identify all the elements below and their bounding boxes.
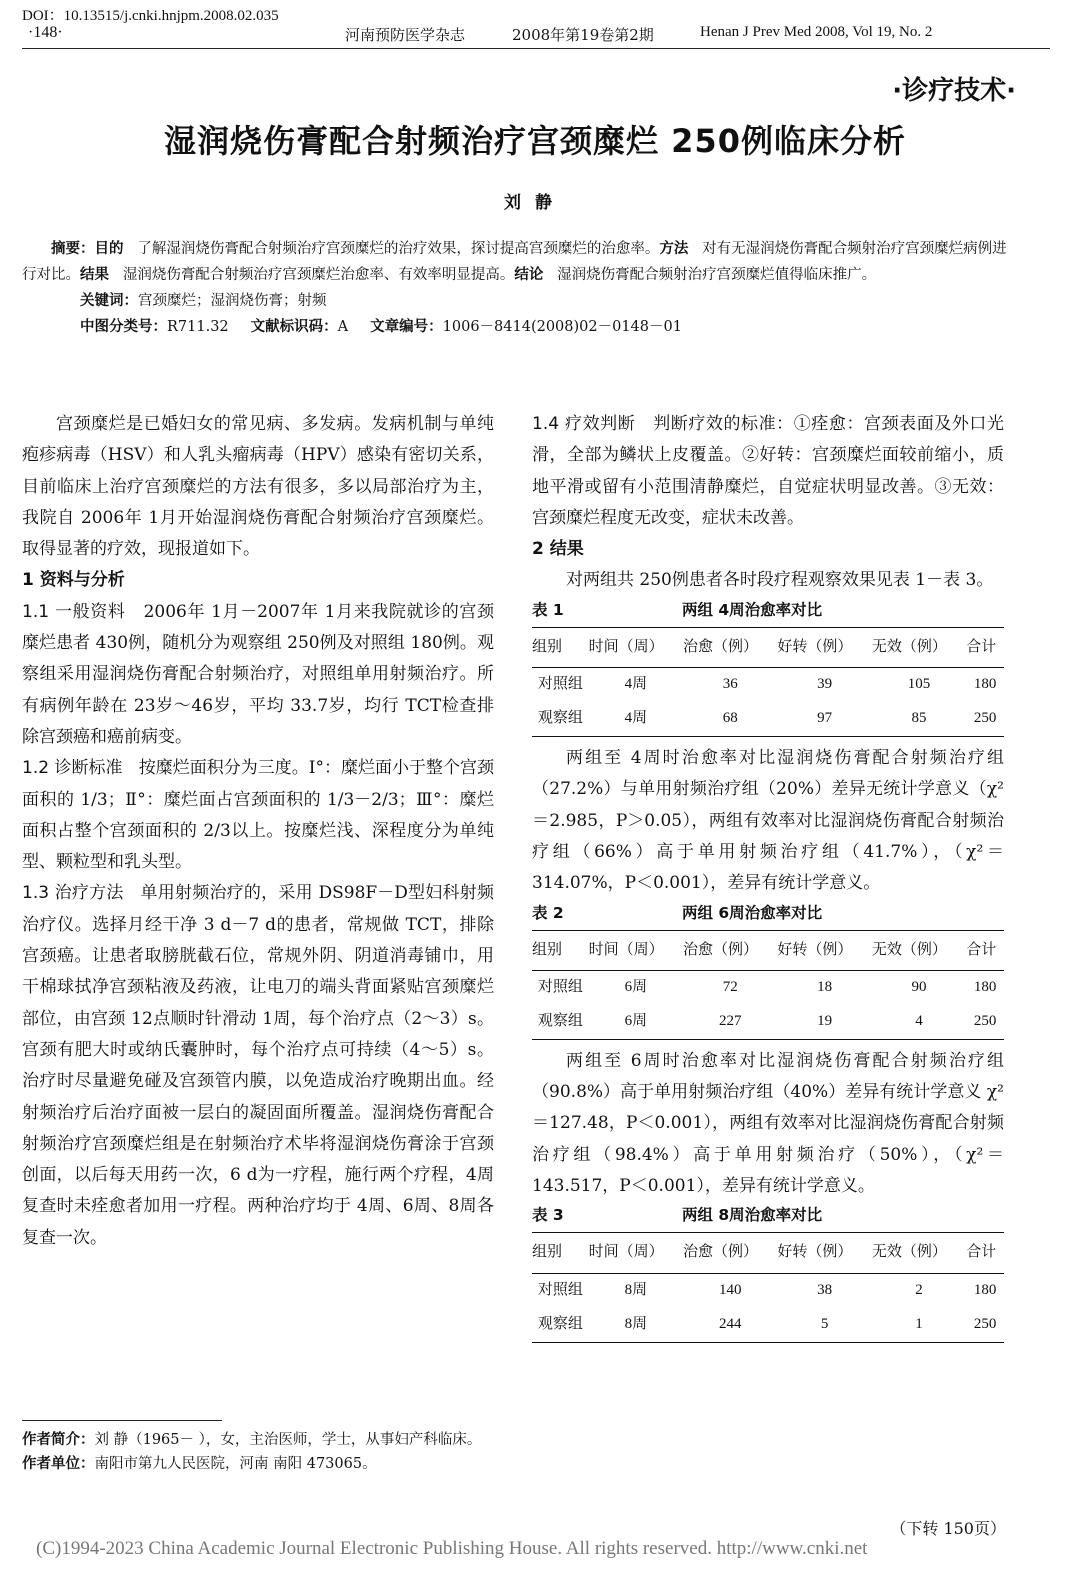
author-bio-label: 作者简介： <box>22 1432 95 1448</box>
table-cell: 250 <box>966 1005 1004 1040</box>
table-cell: 90 <box>911 979 927 996</box>
article-id-value: 1006－8414(2008)02－0148－01 <box>442 319 682 335</box>
table-cell: 38 <box>817 1281 833 1298</box>
table-2-title: 两组 6周治愈率对比 <box>682 903 823 922</box>
table-cell: 对照组 <box>537 1281 583 1298</box>
abstract-paragraph <box>22 236 1012 288</box>
journal-issue: 2008年第19卷第2期 <box>512 26 654 44</box>
table-1-number: 表 1 <box>532 600 564 619</box>
table-cell: 85 <box>872 702 966 737</box>
table-cell: 2 <box>915 1281 923 1298</box>
table-header-cell: 时间（周） <box>589 930 683 970</box>
section-1-3 <box>22 878 494 1254</box>
table-cell: 6周 <box>624 979 648 996</box>
affiliation-label: 作者单位： <box>22 1456 95 1472</box>
table-cell: 4周 <box>589 702 683 737</box>
subheading-1-3: 1.3 治疗方法 <box>22 883 124 904</box>
table-cell: 36 <box>722 676 738 693</box>
footnotes <box>22 1428 502 1476</box>
table-row <box>532 668 1004 703</box>
conclusion-label: 结论 <box>514 267 544 283</box>
table-row <box>532 702 1004 737</box>
table-cell: 观察组 <box>532 1005 589 1040</box>
table-header-cell: 合计 <box>966 930 1004 970</box>
section-tag: ·诊疗技术· <box>892 76 1016 106</box>
footnote-rule <box>22 1420 222 1421</box>
table-cell: 5 <box>777 1308 871 1343</box>
table-header-cell: 无效（例） <box>872 1233 966 1273</box>
table-header-cell: 组别 <box>532 1233 589 1273</box>
table-header-cell: 合计 <box>966 627 1004 667</box>
article-id-label: 文章编号： <box>370 319 443 335</box>
table-1-caption <box>532 597 1004 623</box>
table-cell: 4周 <box>624 676 648 693</box>
doc-code-label: 文献标识码： <box>250 319 338 335</box>
subheading-1-4: 1.4 疗效判断 <box>532 414 636 434</box>
objective-label: 目的 <box>94 241 124 257</box>
table-1 <box>532 627 1004 737</box>
doc-code-value: A <box>337 319 349 335</box>
table-header-cell: 治愈（例） <box>683 627 777 667</box>
table-2 <box>532 930 1004 1040</box>
classification-line <box>22 314 1012 340</box>
table-cell: 250 <box>966 1308 1004 1343</box>
table-cell: 227 <box>683 1005 777 1040</box>
table-header-cell: 治愈（例） <box>683 930 777 970</box>
table-cell: 140 <box>718 1281 742 1298</box>
table-3-caption <box>532 1202 1004 1228</box>
table-cell: 4 <box>872 1005 966 1040</box>
section-1-4-text: 判断疗效的标准：①痊愈：宫颈表面及外口光滑，全部为鳞状上皮覆盖。②好转：宫颈糜烂面较前缩小，质地平滑或留有小范围清静糜烂，自觉症状明显改善。③无效：宫颈糜烂程度无改变，症状未改善。 <box>532 414 1004 528</box>
table-2-discussion: 两组至 6周时治愈率对比湿润烧伤膏配合射频治疗组（90.8%）高于单用射频治疗组（40%）差异有统计学意义 χ²＝127.48，P＜0.001），两组有效率对比湿润烧伤膏配合射频治疗组（98.4%）高于单用射频治疗（50%），（χ²＝143.517，P＜0.001），差异有统计学意义。 <box>532 1050 1004 1197</box>
keywords-line <box>22 288 1012 314</box>
results-text: 湿润烧伤膏配合射频治疗宫颈糜烂治愈率、有效率明显提高。 <box>122 267 515 283</box>
journal-name-en: Henan J Prev Med 2008, Vol 19, No. 2 <box>700 24 933 40</box>
table-cell: 72 <box>722 979 738 996</box>
clc-value: R711.32 <box>167 319 229 335</box>
table-cell: 105 <box>907 676 931 693</box>
table-cell: 68 <box>683 702 777 737</box>
page-number: ·148· <box>28 24 63 41</box>
section-1-3-text: 单用射频治疗的，采用 DS98F－D型妇科射频治疗仪。选择月经干净 3 d－7 d的患者，常规做 TCT，排除宫颈癌。让患者取膀胱截石位，常规外阴、阴道消毒铺巾，用干棉球拭净宫颈粘液及药液，让电刀的端头背面紧贴宫颈糜烂部位，由宫颈 12点顺时针滑动 1周，每个治疗点（2～3）s。宫颈有肥大时或纳氏囊肿时，每个治疗点可持续（4～5）s。治疗时尽量避免碰及宫颈管内膜，以免造成治疗晚期出血。经射频治疗后治疗面被一层白的凝固面所覆盖。湿润烧伤膏配合射频治疗宫颈糜烂组是在射频治疗术毕将湿润烧伤膏涂于宫颈创面，以后每天用药一次，6 d为一疗程，施行两个疗程，4周复查时未痊愈者加用一疗程。两种治疗均于 4周、6周、8周各复查一次。 <box>22 883 494 1248</box>
subheading-1-1: 1.1 一般资料 <box>22 601 126 622</box>
section-1-1-text: 2006年 1月－2007年 1月来我院就诊的宫颈糜烂患者 430例，随机分为观察组 250例及对照组 180例。观察组采用湿润烧伤膏配合射频治疗，对照组单用射频治疗。所有病例年龄在 23岁～46岁，平均 33.7岁，均行 TCT检查排除宫颈癌和癌前病变。 <box>22 601 494 747</box>
table-cell: 180 <box>973 979 997 996</box>
table-header-cell: 无效（例） <box>872 930 966 970</box>
methods-label: 方法 <box>659 241 689 257</box>
table-cell: 1 <box>872 1308 966 1343</box>
table-3-title: 两组 8周治愈率对比 <box>682 1206 823 1225</box>
table-cell: 180 <box>973 676 997 693</box>
abstract-block <box>22 236 1012 340</box>
table-1-title: 两组 4周治愈率对比 <box>682 600 823 619</box>
conclusion-text: 湿润烧伤膏配合频射治疗宫颈糜烂值得临床推广。 <box>557 267 877 283</box>
continued-note: （下转 150页） <box>890 1519 1006 1538</box>
table-2-caption <box>532 900 1004 926</box>
table-cell: 180 <box>973 1281 997 1298</box>
abstract-label: 摘要： <box>51 241 95 257</box>
article-title: 湿润烧伤膏配合射频治疗宫颈糜烂 250例临床分析 <box>164 122 906 160</box>
section-1-2 <box>22 753 494 878</box>
author-bio <box>22 1428 502 1452</box>
author-affiliation <box>22 1452 502 1476</box>
right-column <box>532 409 1004 1349</box>
table-cell: 对照组 <box>537 676 583 693</box>
results-label: 结果 <box>80 267 109 283</box>
table-header-cell: 时间（周） <box>589 1233 683 1273</box>
table-header-cell: 时间（周） <box>589 627 683 667</box>
table-cell: 97 <box>777 702 871 737</box>
article-author: 刘静 <box>504 193 566 213</box>
affiliation-text: 南阳市第九人民医院，河南 南阳 473065。 <box>94 1456 377 1472</box>
subheading-1-2: 1.2 诊断标准 <box>22 758 123 779</box>
objective-text: 了解湿润烧伤膏配合射频治疗宫颈糜烂的治疗效果，探讨提高宫颈糜烂的治愈率。 <box>137 241 660 257</box>
table-cell: 18 <box>817 979 833 996</box>
results-intro: 对两组共 250例患者各时段疗程观察效果见表 1－表 3。 <box>566 570 994 591</box>
table-header-cell: 合计 <box>966 1233 1004 1273</box>
section-1-4 <box>532 409 1004 534</box>
table-header-cell: 好转（例） <box>777 627 871 667</box>
keywords-label: 关键词： <box>80 293 138 309</box>
doi-line: DOI：10.13515/j.cnki.hnjpm.2008.02.035 <box>22 8 279 24</box>
section-1-1 <box>22 597 494 753</box>
copyright-watermark: (C)1994-2023 China Academic Journal Electronic Publishing House. All rights reserved. http://www.cnki.net <box>36 1538 868 1559</box>
header-rule <box>22 48 1050 49</box>
table-cell: 250 <box>966 702 1004 737</box>
author-bio-text: 刘 静（1965－ ），女，主治医师，学士，从事妇产科临床。 <box>94 1432 482 1448</box>
table-row <box>532 1005 1004 1040</box>
table-header-cell: 组别 <box>532 930 589 970</box>
table-cell: 8周 <box>589 1308 683 1343</box>
table-cell: 244 <box>683 1308 777 1343</box>
table-cell: 19 <box>777 1005 871 1040</box>
left-column <box>22 409 494 1254</box>
table-3 <box>532 1232 1004 1342</box>
table-cell: 39 <box>817 676 833 693</box>
journal-name-cn: 河南预防医学杂志 <box>345 26 466 44</box>
table-header-cell: 无效（例） <box>872 627 966 667</box>
intro-paragraph: 宫颈糜烂是已婚妇女的常见病、多发病。发病机制与单纯疱疹病毒（HSV）和人乳头瘤病毒（HPV）感染有密切关系，目前临床上治疗宫颈糜烂的方法有很多，多以局部治疗为主，我院自 2006年 1月开始湿润烧伤膏配合射频治疗宫颈糜烂。取得显著的疗效，现报道如下。 <box>22 414 494 560</box>
table-cell: 观察组 <box>532 1308 589 1343</box>
table-3-number: 表 3 <box>532 1206 564 1225</box>
section-1-2-text: 按糜烂面积分为三度。Ⅰ°：糜烂面小于整个宫颈面积的 1/3；Ⅱ°：糜烂面占宫颈面积的 1/3－2/3；Ⅲ°：糜烂面积占整个宫颈面积的 2/3以上。按糜烂浅、深程度分为单纯型、颗粒型和乳头型。 <box>22 758 494 873</box>
keywords-text: 宫颈糜烂；湿润烧伤膏；射频 <box>138 293 327 309</box>
table-1-discussion: 两组至 4周时治愈率对比湿润烧伤膏配合射频治疗组（27.2%）与单用射频治疗组（20%）差异无统计学意义（χ²＝2.985，P＞0.05），两组有效率对比湿润烧伤膏配合射频治疗组（66%）高于单用射频治疗组（41.7%），（χ²＝314.07%，P＜0.001），差异有统计学意义。 <box>532 748 1004 894</box>
table-header-cell: 组别 <box>532 627 589 667</box>
table-2-number: 表 2 <box>532 903 564 922</box>
table-row <box>532 970 1004 1005</box>
clc-label: 中图分类号： <box>80 319 167 335</box>
table-header-cell: 好转（例） <box>777 930 871 970</box>
table-cell: 对照组 <box>537 979 583 996</box>
section-heading-1: 1 资料与分析 <box>22 570 125 591</box>
table-cell: 6周 <box>589 1005 683 1040</box>
table-row <box>532 1273 1004 1308</box>
table-cell: 观察组 <box>532 702 589 737</box>
table-row <box>532 1308 1004 1343</box>
section-heading-2: 2 结果 <box>532 539 584 560</box>
table-cell: 8周 <box>624 1281 648 1298</box>
table-header-cell: 治愈（例） <box>683 1233 777 1273</box>
methods-text: 对有无湿润烧伤膏配合频射治疗宫颈糜烂病例进行对比。 <box>22 241 1007 283</box>
table-header-cell: 好转（例） <box>777 1233 871 1273</box>
